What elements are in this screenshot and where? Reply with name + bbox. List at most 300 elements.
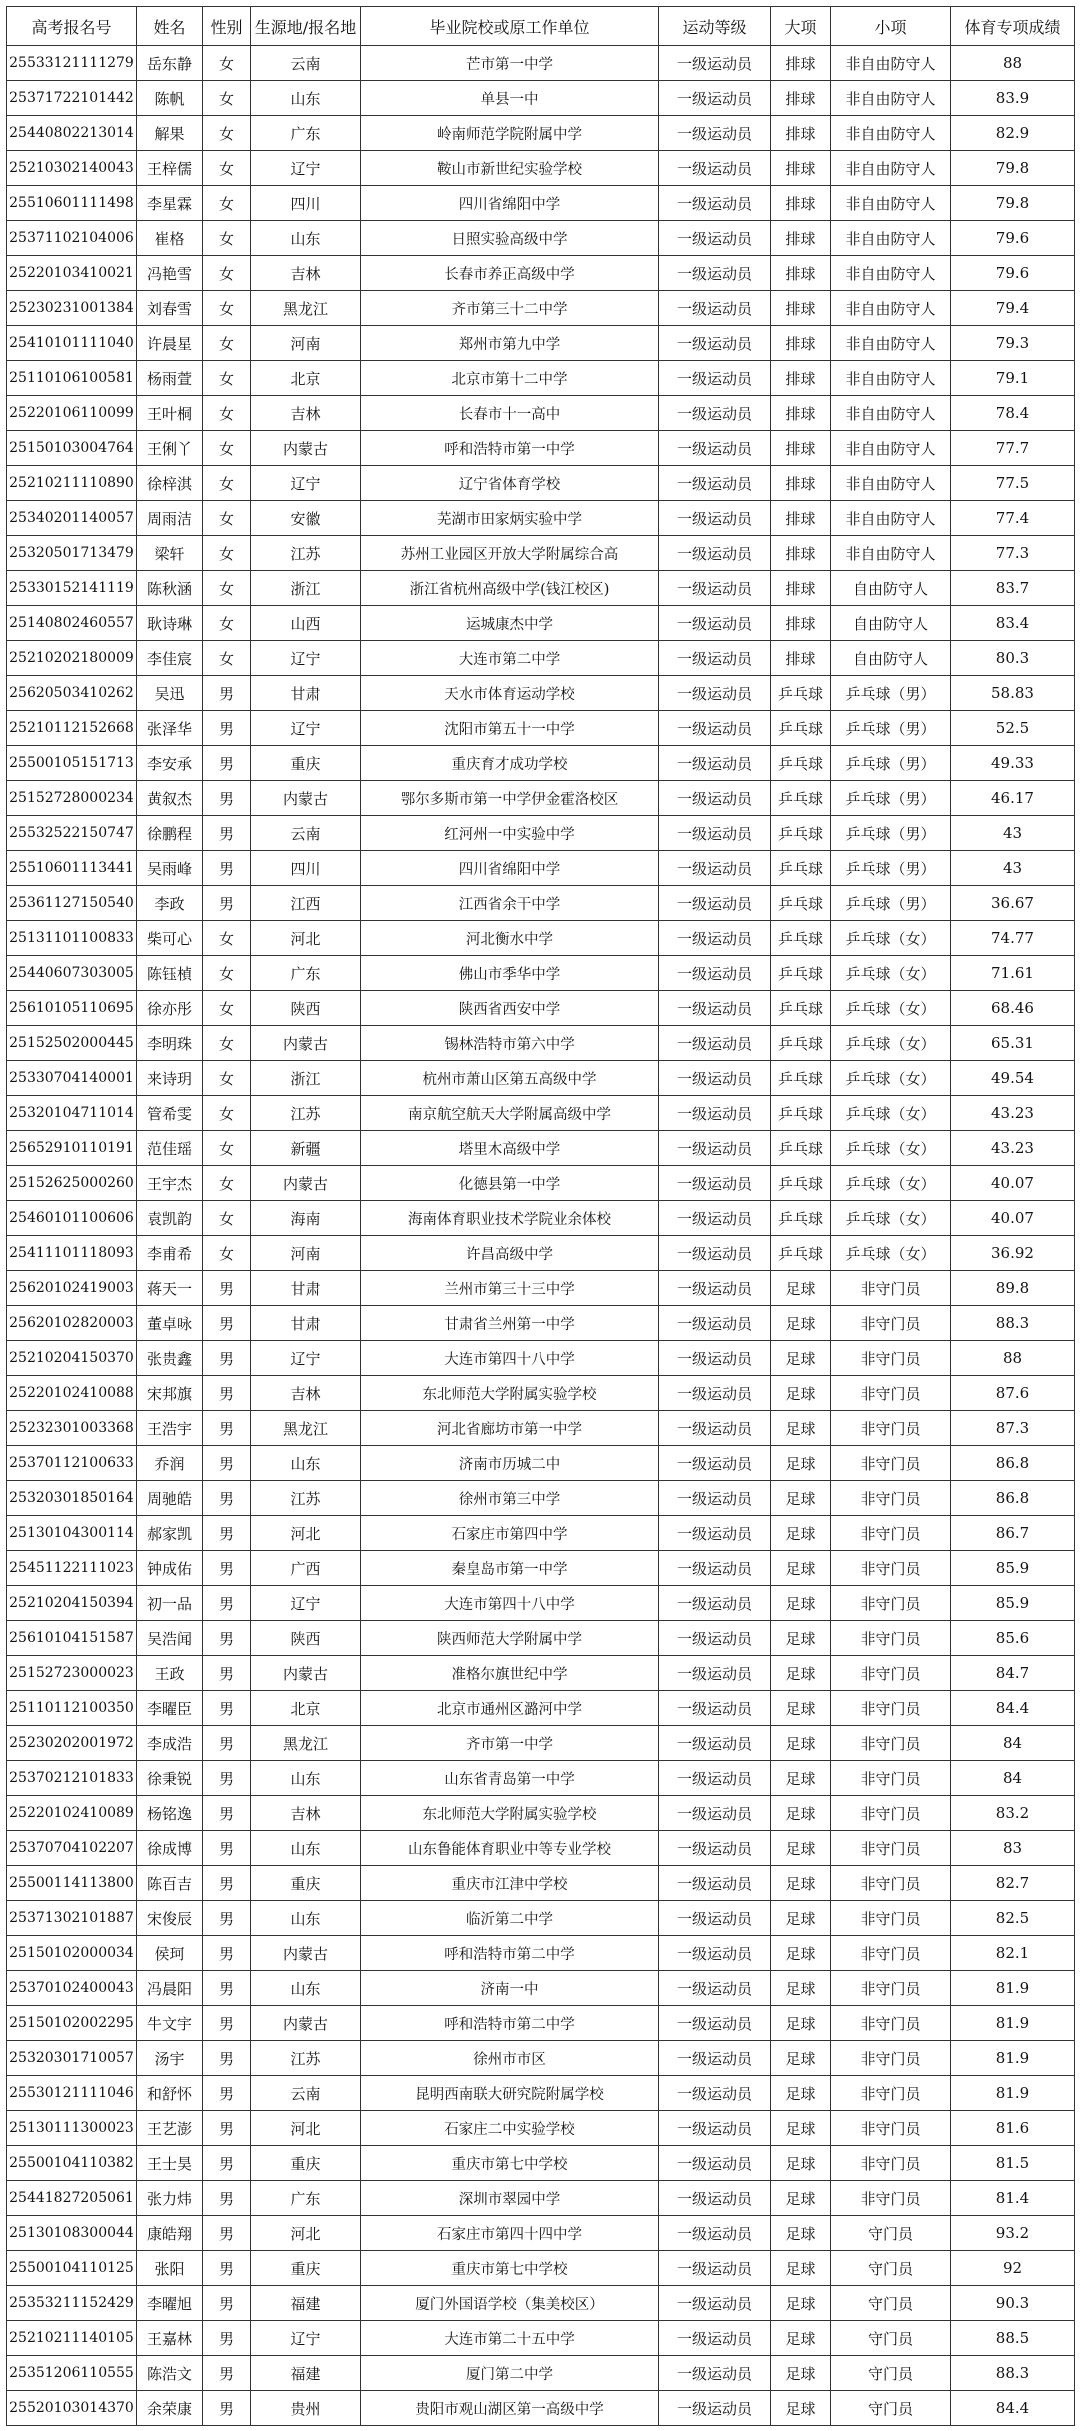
cell-sport: 足球 bbox=[771, 1761, 831, 1796]
cell-gender: 男 bbox=[203, 1306, 251, 1341]
cell-school: 呼和浩特市第二中学 bbox=[361, 1936, 659, 1971]
table-row bbox=[7, 1446, 1075, 1481]
cell-score: 68.46 bbox=[951, 991, 1075, 1026]
cell-exam-id: 25500104110125 bbox=[7, 2251, 137, 2286]
cell-school: 沈阳市第五十一中学 bbox=[361, 711, 659, 746]
cell-exam-id: 25131101100833 bbox=[7, 921, 137, 956]
cell-athlete-level: 一级运动员 bbox=[659, 2111, 771, 2146]
cell-sport: 足球 bbox=[771, 2321, 831, 2356]
cell-sport: 排球 bbox=[771, 571, 831, 606]
cell-school: 石家庄市第四十四中学 bbox=[361, 2216, 659, 2251]
cell-gender: 男 bbox=[203, 1691, 251, 1726]
cell-school: 鄂尔多斯市第一中学伊金霍洛校区 bbox=[361, 781, 659, 816]
cell-score: 84 bbox=[951, 1761, 1075, 1796]
cell-exam-id: 25500104110382 bbox=[7, 2146, 137, 2181]
cell-event: 守门员 bbox=[831, 2391, 951, 2426]
cell-school: 运城康杰中学 bbox=[361, 606, 659, 641]
cell-score: 83.2 bbox=[951, 1796, 1075, 1831]
cell-score: 77.5 bbox=[951, 466, 1075, 501]
cell-school: 天水市体育运动学校 bbox=[361, 676, 659, 711]
cell-name: 乔润 bbox=[137, 1446, 203, 1481]
cell-gender: 女 bbox=[203, 606, 251, 641]
table-row bbox=[7, 1411, 1075, 1446]
cell-exam-id: 25370704102207 bbox=[7, 1831, 137, 1866]
cell-exam-id: 25232301003368 bbox=[7, 1411, 137, 1446]
cell-gender: 男 bbox=[203, 2251, 251, 2286]
cell-exam-id: 25210302140043 bbox=[7, 151, 137, 186]
cell-athlete-level: 一级运动员 bbox=[659, 816, 771, 851]
cell-athlete-level: 一级运动员 bbox=[659, 1901, 771, 1936]
cell-origin: 江苏 bbox=[251, 1096, 361, 1131]
cell-sport: 排球 bbox=[771, 116, 831, 151]
cell-school: 北京市通州区潞河中学 bbox=[361, 1691, 659, 1726]
cell-school: 塔里木高级中学 bbox=[361, 1131, 659, 1166]
cell-gender: 男 bbox=[203, 746, 251, 781]
cell-event: 乒乓球（男） bbox=[831, 851, 951, 886]
cell-event: 非自由防守人 bbox=[831, 116, 951, 151]
cell-sport: 足球 bbox=[771, 2391, 831, 2426]
cell-school: 日照实验高级中学 bbox=[361, 221, 659, 256]
cell-school: 济南一中 bbox=[361, 1971, 659, 2006]
cell-name: 徐梓淇 bbox=[137, 466, 203, 501]
table-row bbox=[7, 781, 1075, 816]
cell-name: 岳东静 bbox=[137, 46, 203, 81]
cell-origin: 江西 bbox=[251, 886, 361, 921]
cell-event: 自由防守人 bbox=[831, 606, 951, 641]
cell-origin: 贵州 bbox=[251, 2391, 361, 2426]
table-row bbox=[7, 1656, 1075, 1691]
cell-exam-id: 25411101118093 bbox=[7, 1236, 137, 1271]
cell-sport: 排球 bbox=[771, 46, 831, 81]
cell-athlete-level: 一级运动员 bbox=[659, 886, 771, 921]
cell-event: 乒乓球（女） bbox=[831, 1201, 951, 1236]
cell-athlete-level: 一级运动员 bbox=[659, 2391, 771, 2426]
cell-gender: 女 bbox=[203, 1201, 251, 1236]
cell-event: 非守门员 bbox=[831, 2006, 951, 2041]
cell-score: 79.3 bbox=[951, 326, 1075, 361]
table-row bbox=[7, 1236, 1075, 1271]
cell-origin: 河南 bbox=[251, 1236, 361, 1271]
cell-origin: 内蒙古 bbox=[251, 781, 361, 816]
cell-score: 77.7 bbox=[951, 431, 1075, 466]
cell-origin: 安徽 bbox=[251, 501, 361, 536]
cell-school: 齐市第一中学 bbox=[361, 1726, 659, 1761]
cell-score: 86.8 bbox=[951, 1481, 1075, 1516]
cell-sport: 足球 bbox=[771, 1376, 831, 1411]
cell-event: 守门员 bbox=[831, 2356, 951, 2391]
cell-athlete-level: 一级运动员 bbox=[659, 1656, 771, 1691]
cell-sport: 足球 bbox=[771, 1271, 831, 1306]
cell-score: 77.4 bbox=[951, 501, 1075, 536]
cell-athlete-level: 一级运动员 bbox=[659, 921, 771, 956]
cell-gender: 女 bbox=[203, 1166, 251, 1201]
cell-sport: 足球 bbox=[771, 1901, 831, 1936]
cell-sport: 乒乓球 bbox=[771, 746, 831, 781]
cell-exam-id: 25361127150540 bbox=[7, 886, 137, 921]
cell-sport: 排球 bbox=[771, 361, 831, 396]
cell-name: 王梓儒 bbox=[137, 151, 203, 186]
cell-name: 徐秉锐 bbox=[137, 1761, 203, 1796]
cell-exam-id: 25620503410262 bbox=[7, 676, 137, 711]
cell-origin: 四川 bbox=[251, 851, 361, 886]
cell-event: 乒乓球（女） bbox=[831, 1166, 951, 1201]
cell-exam-id: 25520103014370 bbox=[7, 2391, 137, 2426]
cell-event: 乒乓球（女） bbox=[831, 956, 951, 991]
cell-exam-id: 25210211140105 bbox=[7, 2321, 137, 2356]
cell-exam-id: 25140802460557 bbox=[7, 606, 137, 641]
cell-school: 济南市历城二中 bbox=[361, 1446, 659, 1481]
cell-score: 88 bbox=[951, 1341, 1075, 1376]
cell-exam-id: 25320301850164 bbox=[7, 1481, 137, 1516]
cell-athlete-level: 一级运动员 bbox=[659, 1271, 771, 1306]
cell-school: 昆明西南联大研究院附属学校 bbox=[361, 2076, 659, 2111]
cell-athlete-level: 一级运动员 bbox=[659, 1866, 771, 1901]
cell-name: 杨铭逸 bbox=[137, 1796, 203, 1831]
cell-athlete-level: 一级运动员 bbox=[659, 2251, 771, 2286]
cell-origin: 河北 bbox=[251, 1516, 361, 1551]
cell-school: 甘肃省兰州第一中学 bbox=[361, 1306, 659, 1341]
cell-event: 非守门员 bbox=[831, 2181, 951, 2216]
cell-sport: 乒乓球 bbox=[771, 956, 831, 991]
cell-gender: 男 bbox=[203, 1901, 251, 1936]
cell-athlete-level: 一级运动员 bbox=[659, 1481, 771, 1516]
cell-name: 李明珠 bbox=[137, 1026, 203, 1061]
cell-origin: 黑龙江 bbox=[251, 291, 361, 326]
cell-gender: 男 bbox=[203, 1866, 251, 1901]
table-row bbox=[7, 956, 1075, 991]
table-row bbox=[7, 1096, 1075, 1131]
table-row bbox=[7, 256, 1075, 291]
cell-exam-id: 25371722101442 bbox=[7, 81, 137, 116]
cell-name: 冯艳雪 bbox=[137, 256, 203, 291]
table-row bbox=[7, 1201, 1075, 1236]
cell-athlete-level: 一级运动员 bbox=[659, 1411, 771, 1446]
cell-name: 王俐丫 bbox=[137, 431, 203, 466]
cell-athlete-level: 一级运动员 bbox=[659, 466, 771, 501]
cell-exam-id: 25620102419003 bbox=[7, 1271, 137, 1306]
cell-sport: 足球 bbox=[771, 1796, 831, 1831]
cell-name: 李星霖 bbox=[137, 186, 203, 221]
cell-name: 王浩宇 bbox=[137, 1411, 203, 1446]
table-body bbox=[7, 46, 1075, 2426]
cell-exam-id: 25110112100350 bbox=[7, 1691, 137, 1726]
table-row bbox=[7, 1726, 1075, 1761]
cell-school: 呼和浩特市第二中学 bbox=[361, 2006, 659, 2041]
cell-name: 郝家凯 bbox=[137, 1516, 203, 1551]
table-row bbox=[7, 1131, 1075, 1166]
cell-exam-id: 25330152141119 bbox=[7, 571, 137, 606]
cell-name: 李政 bbox=[137, 886, 203, 921]
cell-origin: 甘肃 bbox=[251, 676, 361, 711]
table-row bbox=[7, 2181, 1075, 2216]
cell-gender: 男 bbox=[203, 2146, 251, 2181]
cell-score: 43.23 bbox=[951, 1131, 1075, 1166]
cell-sport: 排球 bbox=[771, 641, 831, 676]
cell-event: 非守门员 bbox=[831, 1551, 951, 1586]
table-row bbox=[7, 1376, 1075, 1411]
cell-sport: 足球 bbox=[771, 2251, 831, 2286]
cell-score: 82.5 bbox=[951, 1901, 1075, 1936]
cell-gender: 男 bbox=[203, 2181, 251, 2216]
table-row bbox=[7, 2216, 1075, 2251]
cell-event: 非守门员 bbox=[831, 1271, 951, 1306]
cell-event: 非守门员 bbox=[831, 1726, 951, 1761]
cell-event: 守门员 bbox=[831, 2321, 951, 2356]
cell-gender: 男 bbox=[203, 1551, 251, 1586]
cell-name: 康皓翔 bbox=[137, 2216, 203, 2251]
table-row bbox=[7, 886, 1075, 921]
cell-score: 49.33 bbox=[951, 746, 1075, 781]
cell-athlete-level: 一级运动员 bbox=[659, 1936, 771, 1971]
cell-event: 非守门员 bbox=[831, 1586, 951, 1621]
cell-origin: 广西 bbox=[251, 1551, 361, 1586]
cell-gender: 女 bbox=[203, 81, 251, 116]
cell-exam-id: 25210112152668 bbox=[7, 711, 137, 746]
table-row bbox=[7, 676, 1075, 711]
cell-gender: 男 bbox=[203, 1446, 251, 1481]
cell-school: 齐市第三十二中学 bbox=[361, 291, 659, 326]
cell-athlete-level: 一级运动员 bbox=[659, 781, 771, 816]
cell-score: 82.1 bbox=[951, 1936, 1075, 1971]
table-row bbox=[7, 1866, 1075, 1901]
cell-origin: 甘肃 bbox=[251, 1271, 361, 1306]
cell-event: 乒乓球（女） bbox=[831, 921, 951, 956]
cell-name: 王艺澎 bbox=[137, 2111, 203, 2146]
cell-event: 非自由防守人 bbox=[831, 221, 951, 256]
cell-athlete-level: 一级运动员 bbox=[659, 1761, 771, 1796]
cell-score: 79.6 bbox=[951, 256, 1075, 291]
cell-sport: 足球 bbox=[771, 1656, 831, 1691]
cell-school: 厦门第二中学 bbox=[361, 2356, 659, 2391]
cell-event: 非守门员 bbox=[831, 1656, 951, 1691]
cell-school: 化德县第一中学 bbox=[361, 1166, 659, 1201]
cell-name: 王政 bbox=[137, 1656, 203, 1691]
cell-school: 兰州市第三十三中学 bbox=[361, 1271, 659, 1306]
cell-athlete-level: 一级运动员 bbox=[659, 221, 771, 256]
cell-exam-id: 25320301710057 bbox=[7, 2041, 137, 2076]
cell-event: 非守门员 bbox=[831, 1691, 951, 1726]
cell-name: 冯晨阳 bbox=[137, 1971, 203, 2006]
cell-school: 郑州市第九中学 bbox=[361, 326, 659, 361]
cell-event: 非守门员 bbox=[831, 1761, 951, 1796]
cell-school: 许昌高级中学 bbox=[361, 1236, 659, 1271]
cell-gender: 男 bbox=[203, 1831, 251, 1866]
cell-name: 吴浩闻 bbox=[137, 1621, 203, 1656]
cell-athlete-level: 一级运动员 bbox=[659, 186, 771, 221]
cell-event: 非守门员 bbox=[831, 1796, 951, 1831]
cell-sport: 足球 bbox=[771, 1971, 831, 2006]
cell-origin: 新疆 bbox=[251, 1131, 361, 1166]
cell-event: 非自由防守人 bbox=[831, 256, 951, 291]
cell-event: 非守门员 bbox=[831, 1971, 951, 2006]
cell-school: 重庆市江津中学校 bbox=[361, 1866, 659, 1901]
cell-score: 84.4 bbox=[951, 1691, 1075, 1726]
cell-gender: 男 bbox=[203, 1411, 251, 1446]
cell-gender: 男 bbox=[203, 1271, 251, 1306]
cell-event: 非自由防守人 bbox=[831, 361, 951, 396]
cell-name: 范佳瑶 bbox=[137, 1131, 203, 1166]
cell-gender: 男 bbox=[203, 1376, 251, 1411]
table-row bbox=[7, 2111, 1075, 2146]
cell-sport: 排球 bbox=[771, 81, 831, 116]
cell-gender: 女 bbox=[203, 1131, 251, 1166]
cell-sport: 乒乓球 bbox=[771, 816, 831, 851]
cell-school: 浙江省杭州高级中学(钱江校区) bbox=[361, 571, 659, 606]
table-row bbox=[7, 1551, 1075, 1586]
cell-score: 84.7 bbox=[951, 1656, 1075, 1691]
cell-sport: 乒乓球 bbox=[771, 1166, 831, 1201]
cell-sport: 足球 bbox=[771, 1586, 831, 1621]
cell-origin: 吉林 bbox=[251, 256, 361, 291]
cell-name: 李安承 bbox=[137, 746, 203, 781]
cell-gender: 男 bbox=[203, 1761, 251, 1796]
cell-athlete-level: 一级运动员 bbox=[659, 746, 771, 781]
cell-origin: 山东 bbox=[251, 1971, 361, 2006]
cell-gender: 女 bbox=[203, 641, 251, 676]
cell-name: 李曜臣 bbox=[137, 1691, 203, 1726]
cell-name: 王叶桐 bbox=[137, 396, 203, 431]
cell-origin: 山西 bbox=[251, 606, 361, 641]
cell-event: 乒乓球（女） bbox=[831, 1061, 951, 1096]
cell-event: 非自由防守人 bbox=[831, 186, 951, 221]
cell-event: 非自由防守人 bbox=[831, 291, 951, 326]
table-row bbox=[7, 2321, 1075, 2356]
cell-gender: 男 bbox=[203, 1621, 251, 1656]
cell-score: 88.3 bbox=[951, 2356, 1075, 2391]
cell-event: 非自由防守人 bbox=[831, 81, 951, 116]
cell-school: 单县一中 bbox=[361, 81, 659, 116]
cell-name: 管希雯 bbox=[137, 1096, 203, 1131]
cell-name: 黄叙杰 bbox=[137, 781, 203, 816]
cell-athlete-level: 一级运动员 bbox=[659, 1376, 771, 1411]
cell-exam-id: 25320104711014 bbox=[7, 1096, 137, 1131]
cell-sport: 排球 bbox=[771, 396, 831, 431]
cell-school: 重庆育才成功学校 bbox=[361, 746, 659, 781]
table-row bbox=[7, 2356, 1075, 2391]
cell-gender: 女 bbox=[203, 991, 251, 1026]
cell-gender: 男 bbox=[203, 2391, 251, 2426]
table-row bbox=[7, 1936, 1075, 1971]
header-event: 小项 bbox=[831, 7, 951, 46]
table-row bbox=[7, 291, 1075, 326]
cell-athlete-level: 一级运动员 bbox=[659, 711, 771, 746]
cell-exam-id: 25220106110099 bbox=[7, 396, 137, 431]
header-score: 体育专项成绩 bbox=[951, 7, 1075, 46]
cell-origin: 甘肃 bbox=[251, 1306, 361, 1341]
cell-exam-id: 25440802213014 bbox=[7, 116, 137, 151]
cell-school: 大连市第四十八中学 bbox=[361, 1341, 659, 1376]
cell-school: 苏州工业园区开放大学附属综合高 bbox=[361, 536, 659, 571]
cell-exam-id: 25130104300114 bbox=[7, 1516, 137, 1551]
cell-origin: 陕西 bbox=[251, 991, 361, 1026]
cell-score: 85.9 bbox=[951, 1586, 1075, 1621]
cell-athlete-level: 一级运动员 bbox=[659, 2286, 771, 2321]
cell-sport: 排球 bbox=[771, 431, 831, 466]
cell-gender: 女 bbox=[203, 46, 251, 81]
cell-sport: 足球 bbox=[771, 2181, 831, 2216]
cell-gender: 女 bbox=[203, 536, 251, 571]
cell-name: 张贵鑫 bbox=[137, 1341, 203, 1376]
cell-sport: 足球 bbox=[771, 2286, 831, 2321]
cell-sport: 足球 bbox=[771, 2041, 831, 2076]
cell-origin: 辽宁 bbox=[251, 1586, 361, 1621]
cell-gender: 男 bbox=[203, 2356, 251, 2391]
cell-event: 乒乓球（女） bbox=[831, 1096, 951, 1131]
cell-exam-id: 25451122111023 bbox=[7, 1551, 137, 1586]
cell-origin: 福建 bbox=[251, 2286, 361, 2321]
cell-sport: 足球 bbox=[771, 2356, 831, 2391]
cell-origin: 四川 bbox=[251, 186, 361, 221]
cell-gender: 女 bbox=[203, 221, 251, 256]
cell-gender: 女 bbox=[203, 151, 251, 186]
header-name: 姓名 bbox=[137, 7, 203, 46]
cell-name: 徐亦彤 bbox=[137, 991, 203, 1026]
cell-score: 83.4 bbox=[951, 606, 1075, 641]
cell-score: 83 bbox=[951, 1831, 1075, 1866]
cell-event: 非自由防守人 bbox=[831, 46, 951, 81]
cell-event: 非守门员 bbox=[831, 2041, 951, 2076]
cell-score: 89.8 bbox=[951, 1271, 1075, 1306]
cell-exam-id: 25460101100606 bbox=[7, 1201, 137, 1236]
cell-exam-id: 25210202180009 bbox=[7, 641, 137, 676]
cell-event: 非自由防守人 bbox=[831, 466, 951, 501]
cell-name: 侯珂 bbox=[137, 1936, 203, 1971]
cell-sport: 足球 bbox=[771, 2076, 831, 2111]
cell-event: 非自由防守人 bbox=[831, 501, 951, 536]
cell-athlete-level: 一级运动员 bbox=[659, 1201, 771, 1236]
cell-score: 79.8 bbox=[951, 151, 1075, 186]
cell-exam-id: 25320501713479 bbox=[7, 536, 137, 571]
cell-origin: 辽宁 bbox=[251, 711, 361, 746]
cell-sport: 足球 bbox=[771, 2006, 831, 2041]
cell-school: 鞍山市新世纪实验学校 bbox=[361, 151, 659, 186]
cell-score: 78.4 bbox=[951, 396, 1075, 431]
cell-gender: 女 bbox=[203, 501, 251, 536]
cell-school: 呼和浩特市第一中学 bbox=[361, 431, 659, 466]
cell-score: 93.2 bbox=[951, 2216, 1075, 2251]
cell-sport: 乒乓球 bbox=[771, 921, 831, 956]
cell-school: 深圳市翠园中学 bbox=[361, 2181, 659, 2216]
cell-gender: 男 bbox=[203, 1796, 251, 1831]
cell-gender: 女 bbox=[203, 956, 251, 991]
cell-athlete-level: 一级运动员 bbox=[659, 641, 771, 676]
cell-origin: 江苏 bbox=[251, 536, 361, 571]
cell-exam-id: 25130108300044 bbox=[7, 2216, 137, 2251]
cell-athlete-level: 一级运动员 bbox=[659, 1621, 771, 1656]
table-row bbox=[7, 816, 1075, 851]
table-row bbox=[7, 501, 1075, 536]
cell-school: 大连市第四十八中学 bbox=[361, 1586, 659, 1621]
cell-origin: 内蒙古 bbox=[251, 1026, 361, 1061]
cell-score: 79.1 bbox=[951, 361, 1075, 396]
cell-score: 86.8 bbox=[951, 1446, 1075, 1481]
cell-score: 43 bbox=[951, 851, 1075, 886]
cell-score: 43.23 bbox=[951, 1096, 1075, 1131]
cell-event: 自由防守人 bbox=[831, 641, 951, 676]
cell-exam-id: 25150103004764 bbox=[7, 431, 137, 466]
cell-exam-id: 25152723000023 bbox=[7, 1656, 137, 1691]
cell-score: 79.6 bbox=[951, 221, 1075, 256]
cell-name: 王嘉林 bbox=[137, 2321, 203, 2356]
cell-score: 79.8 bbox=[951, 186, 1075, 221]
cell-name: 徐成博 bbox=[137, 1831, 203, 1866]
cell-sport: 排球 bbox=[771, 326, 831, 361]
cell-athlete-level: 一级运动员 bbox=[659, 1306, 771, 1341]
table-row bbox=[7, 186, 1075, 221]
cell-athlete-level: 一级运动员 bbox=[659, 291, 771, 326]
cell-gender: 男 bbox=[203, 886, 251, 921]
cell-origin: 辽宁 bbox=[251, 1341, 361, 1376]
